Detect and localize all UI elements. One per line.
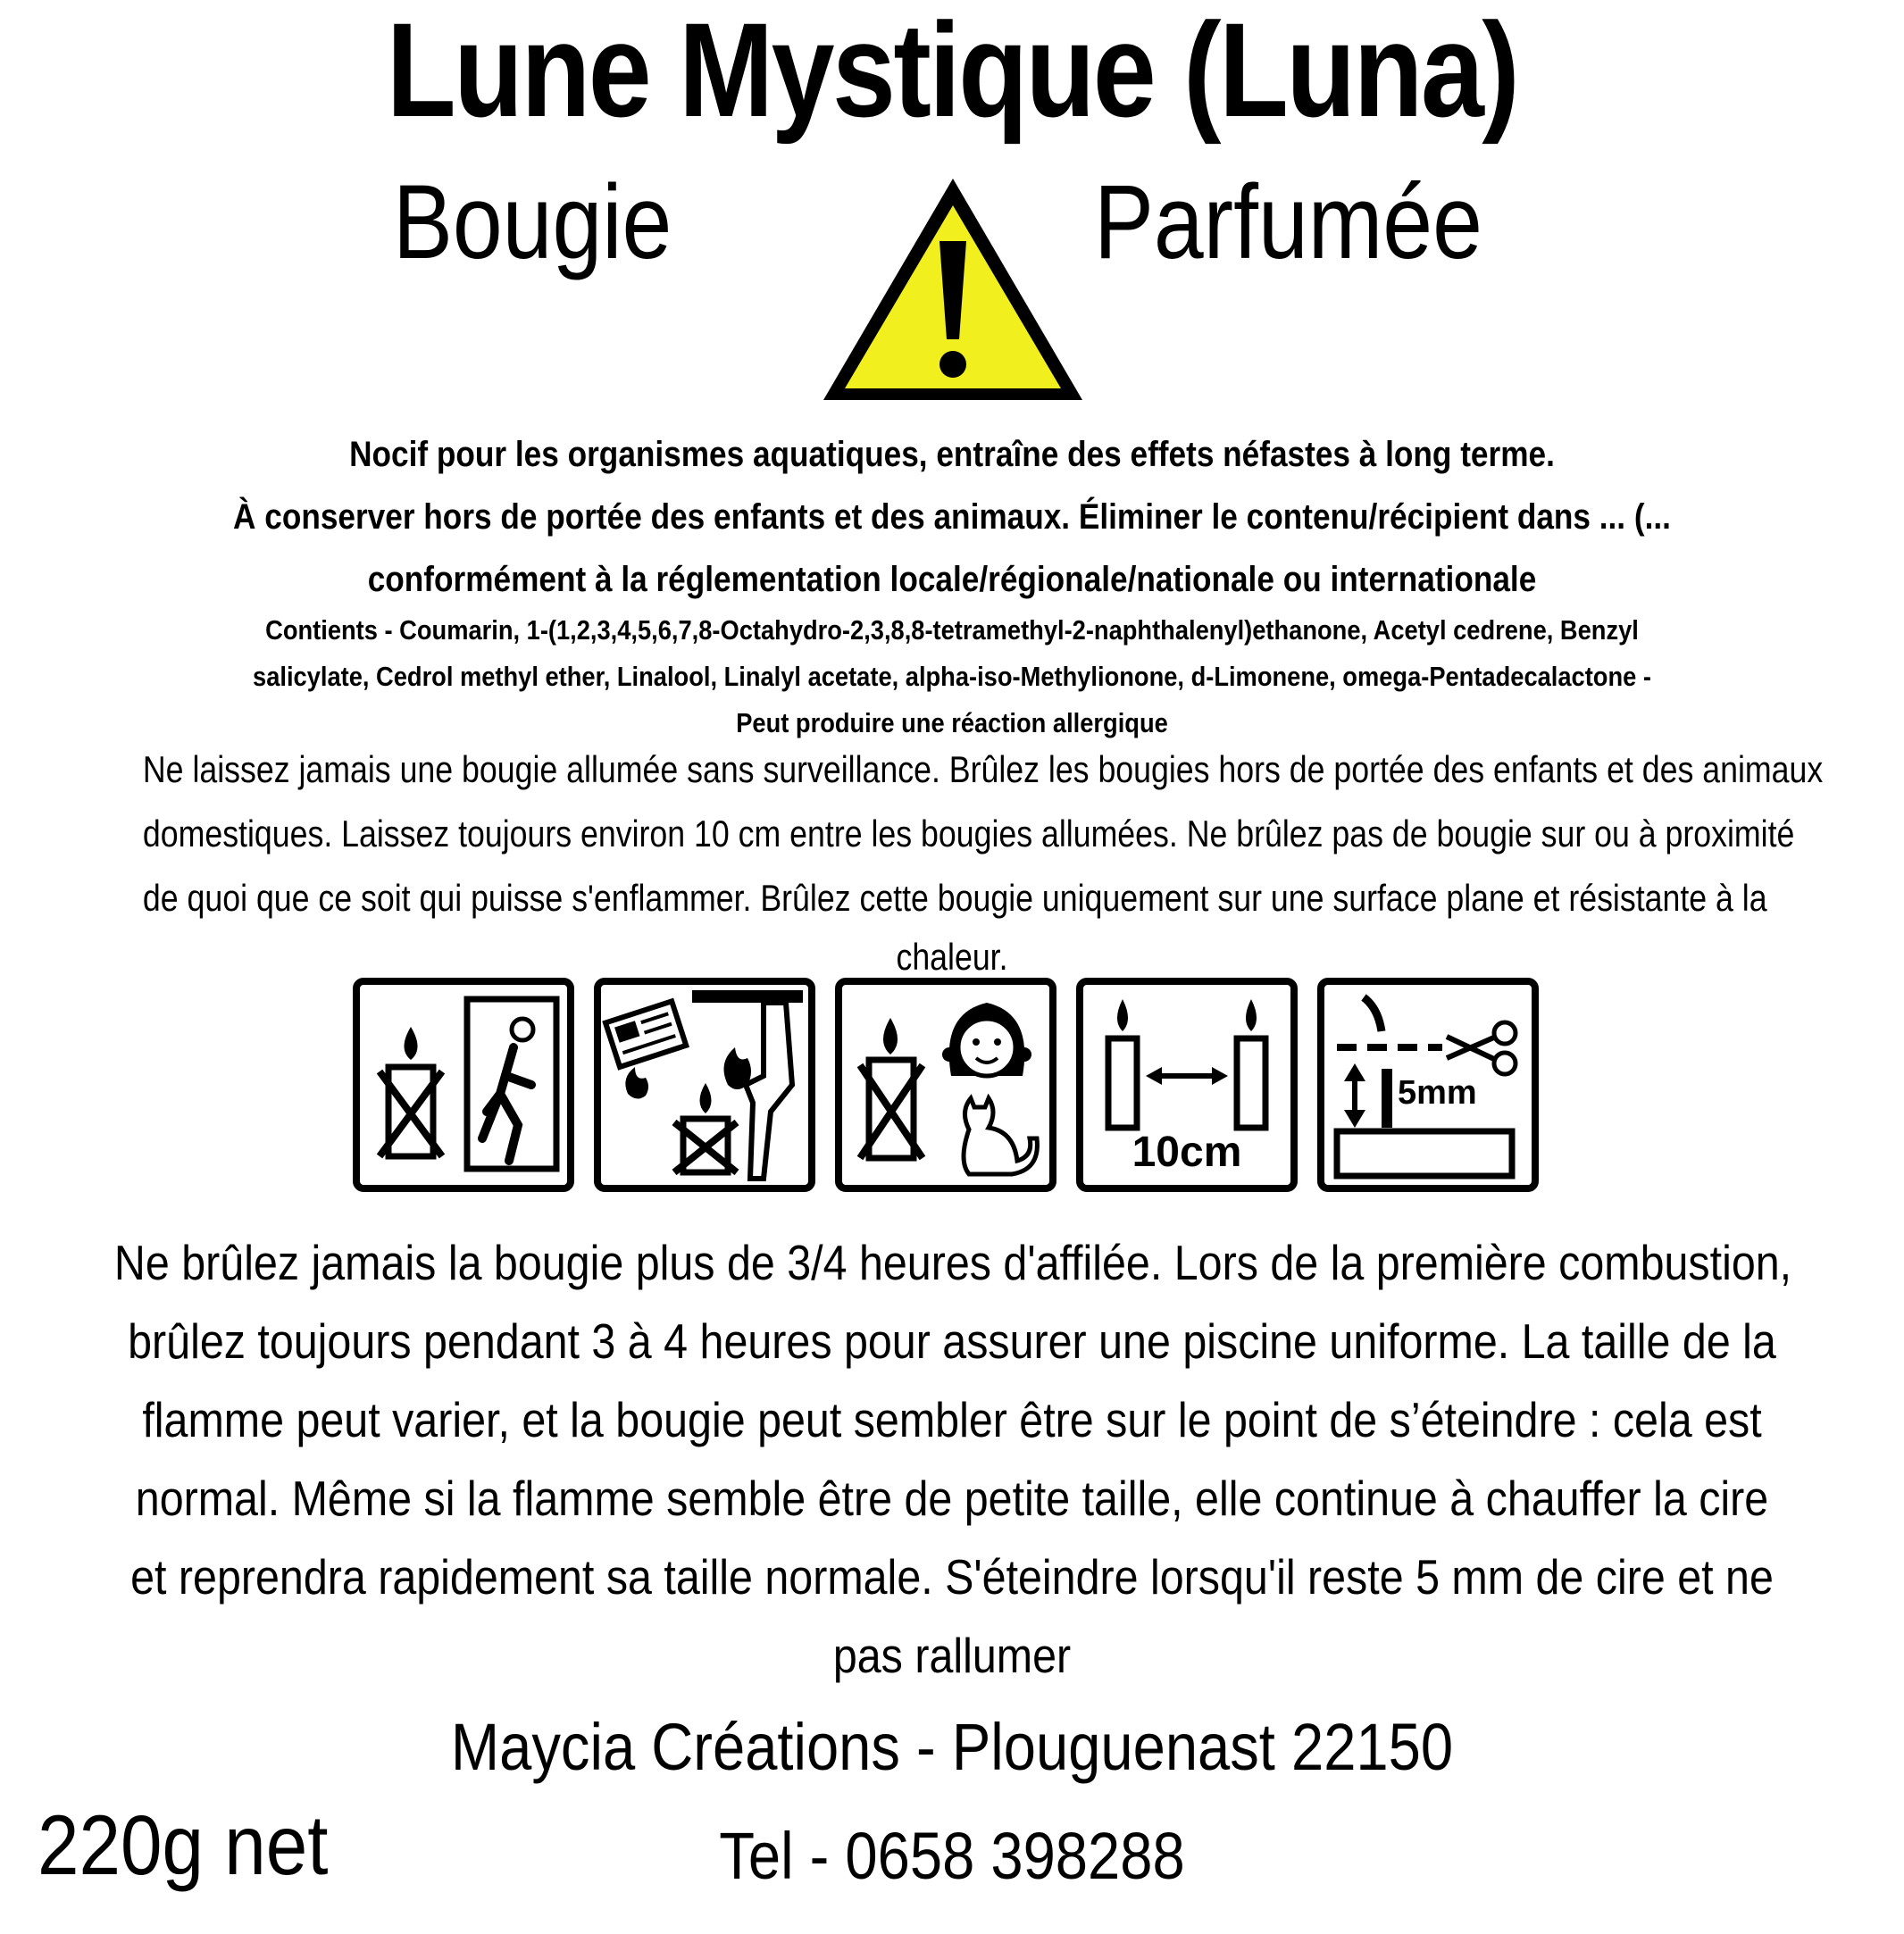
candle-unattended-icon <box>353 978 574 1192</box>
safety-line: chaleur. <box>896 936 1008 978</box>
contains-line: Contients - Coumarin, 1-(1,2,3,4,5,6,7,8-Octahydro-2,3,8,8-tetramethyl-2-naphthalenyl)ethanone, Acetyl cedrene, Benzyl <box>265 614 1639 646</box>
phone-number: Tel - 0658 398288 <box>719 1819 1185 1893</box>
usage-line: pas rallumer <box>832 1628 1072 1683</box>
hazard-line: Nocif pour les organismes aquatiques, entraîne des effets néfastes à long terme. <box>349 435 1555 474</box>
maker-address: Maycia Créations - Plouguenast 22150 <box>450 1710 1454 1784</box>
hazard-line: conformément à la réglementation locale/régionale/nationale ou internationale <box>367 560 1537 599</box>
usage-line: brûlez toujours pendant 3 à 4 heures pour assurer une piscine uniforme. La taille de la <box>128 1313 1776 1369</box>
safety-line: domestiques. Laissez toujours environ 10 cm entre les bougies allumées. Ne brûlez pas de bougie sur ou à proximité <box>142 813 1795 854</box>
product-title: Lune Mystique (Luna) <box>386 0 1518 145</box>
usage-line: Ne brûlez jamais la bougie plus de 3/4 heures d'affilée. Lors de la première combustion, <box>113 1235 1792 1290</box>
contains-line: salicylate, Cedrol methyl ether, Linalool, Linalyl acetate, alpha-iso-Methylionone, d-Limonene, omega-Pentadecalactone - <box>253 661 1651 692</box>
pictogram-row <box>353 978 1554 1196</box>
subtitle-left: Bougie <box>393 163 672 281</box>
usage-line: et reprendra rapidement sa taille normale. S'éteindre lorsqu'il reste 5 mm de cire et ne <box>130 1549 1774 1605</box>
candle-children-pets-icon <box>835 978 1056 1192</box>
safety-line: Ne laissez jamais une bougie allumée sans surveillance. Brûlez les bougies hors de portée des enfants et des animaux <box>142 748 1824 790</box>
warning-triangle-icon <box>814 170 1091 411</box>
safety-line: de quoi que ce soit qui puisse s'enflammer. Brûlez cette bougie uniquement sur une surface plane et résistante à la <box>142 877 1767 919</box>
wick-trim-label: 5mm <box>1398 1074 1477 1112</box>
contains-line: Peut produire une réaction allergique <box>736 707 1168 738</box>
net-weight: 220g net <box>38 1798 329 1893</box>
hazard-line: À conserver hors de portée des enfants et des animaux. Éliminer le contenu/récipient dans ... (... <box>233 497 1671 537</box>
spacing-label: 10cm <box>1132 1129 1242 1176</box>
subtitle-right: Parfumée <box>1094 163 1482 281</box>
usage-line: normal. Même si la flamme semble être de petite taille, elle continue à chauffer la cire <box>135 1471 1769 1526</box>
candle-flammable-icon <box>594 978 815 1192</box>
usage-line: flamme peut varier, et la bougie peut sembler être sur le point de s’éteindre : cela est <box>142 1392 1762 1447</box>
